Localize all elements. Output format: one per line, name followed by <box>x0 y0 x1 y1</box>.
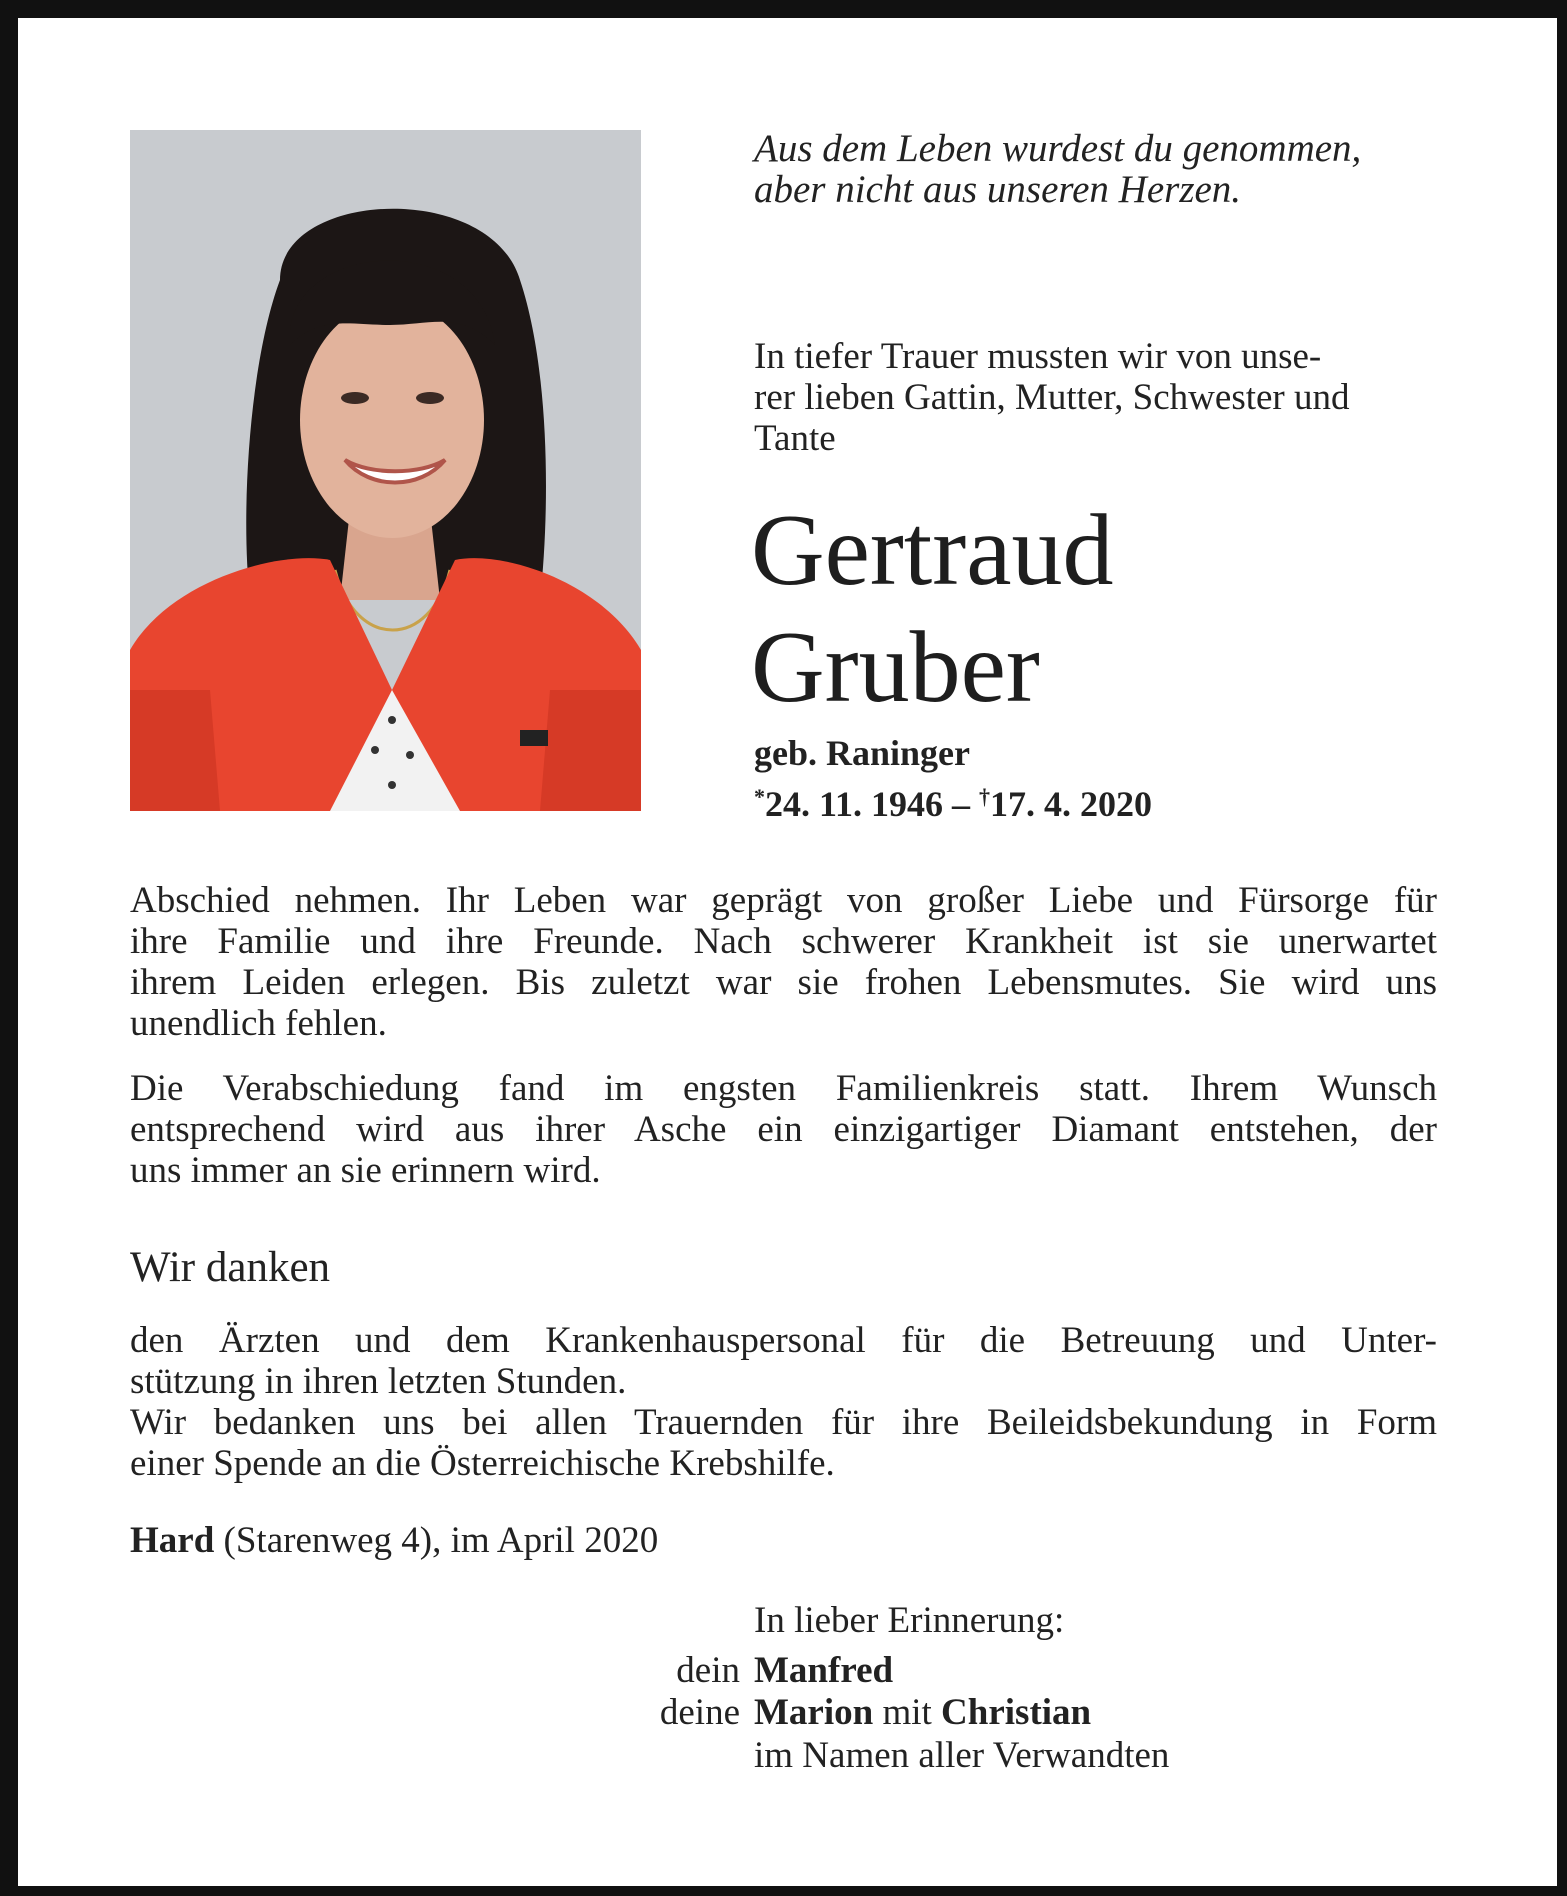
paragraph-line: uns immer an sie erinnern wird. <box>130 1150 601 1191</box>
intro-line-1: In tiefer Trauer mussten wir von unse- <box>754 336 1322 377</box>
place-and-date <box>130 1520 658 1562</box>
paragraph-line: den Ärzten und dem Krankenhauspersonal für die Betreuung und Unter- <box>130 1320 1437 1361</box>
life-dates <box>754 776 1152 825</box>
announcement-intro <box>754 336 1454 459</box>
birth-date: 24. 11. 1946 <box>765 784 944 824</box>
paragraph-line: Die Verabschiedung fand im engsten Familienkreis statt. Ihrem Wunsch <box>130 1068 1437 1109</box>
intro-line-3: Tante <box>754 418 836 459</box>
portrait-illustration <box>130 130 641 811</box>
signature-prefix-1: dein <box>676 1650 740 1691</box>
signatory-name: Christian <box>941 1692 1092 1733</box>
quote-line-1: Aus dem Leben wurdest du genommen, <box>754 127 1362 170</box>
first-name: Gertraud <box>751 494 1114 607</box>
closing-line: In lieber Erinnerung: <box>754 1600 1065 1641</box>
signature-footer: im Namen aller Verwandten <box>754 1735 1170 1776</box>
thanks-paragraph <box>130 1320 1437 1484</box>
paragraph-line: einer Spende an die Österreichische Krebshilfe. <box>130 1443 835 1484</box>
signature-prefix-2: deine <box>659 1692 740 1733</box>
paragraph-line: ihre Familie und ihre Freunde. Nach schwerer Krankheit ist sie unerwartet <box>130 921 1437 962</box>
paragraph-line: entsprechend wird aus ihrer Asche ein einzigartiger Diamant entstehen, der <box>130 1109 1437 1150</box>
intro-line-2: rer lieben Gattin, Mutter, Schwester und <box>754 377 1350 418</box>
paragraph-line: stützung in ihren letzten Stunden. <box>130 1361 627 1402</box>
portrait-photo <box>130 130 641 811</box>
memorial-quote <box>754 128 1454 210</box>
quote-line-2: aber nicht aus unseren Herzen. <box>754 168 1242 211</box>
paragraph-line: unendlich fehlen. <box>130 1003 387 1044</box>
signatory-connector: mit <box>873 1692 942 1733</box>
birth-symbol: * <box>754 784 765 809</box>
town: Hard <box>130 1520 215 1561</box>
signatory-name: Manfred <box>754 1650 894 1691</box>
paragraph-line: Wir bedanken uns bei allen Trauernden für ihre Beileidsbekundung in Form <box>130 1402 1437 1443</box>
last-name: Gruber <box>751 611 1040 724</box>
deceased-name <box>751 492 1451 726</box>
maiden-name: geb. Raninger <box>754 733 970 773</box>
farewell-paragraph <box>130 880 1437 1044</box>
date-separator: – <box>952 784 971 824</box>
ceremony-paragraph <box>130 1068 1437 1191</box>
death-date: 17. 4. 2020 <box>990 784 1153 824</box>
address-date: (Starenweg 4), im April 2020 <box>214 1520 659 1561</box>
signatory-name: Marion <box>754 1692 874 1733</box>
signatory-2 <box>754 1692 1091 1733</box>
thanks-heading: Wir danken <box>130 1244 331 1291</box>
paragraph-line: Abschied nehmen. Ihr Leben war geprägt von großer Liebe und Fürsorge für <box>130 880 1437 921</box>
signatory-1 <box>754 1650 893 1691</box>
death-symbol: † <box>979 784 991 809</box>
paragraph-line: ihrem Leiden erlegen. Bis zuletzt war sie frohen Lebensmutes. Sie wird uns <box>130 962 1437 1003</box>
